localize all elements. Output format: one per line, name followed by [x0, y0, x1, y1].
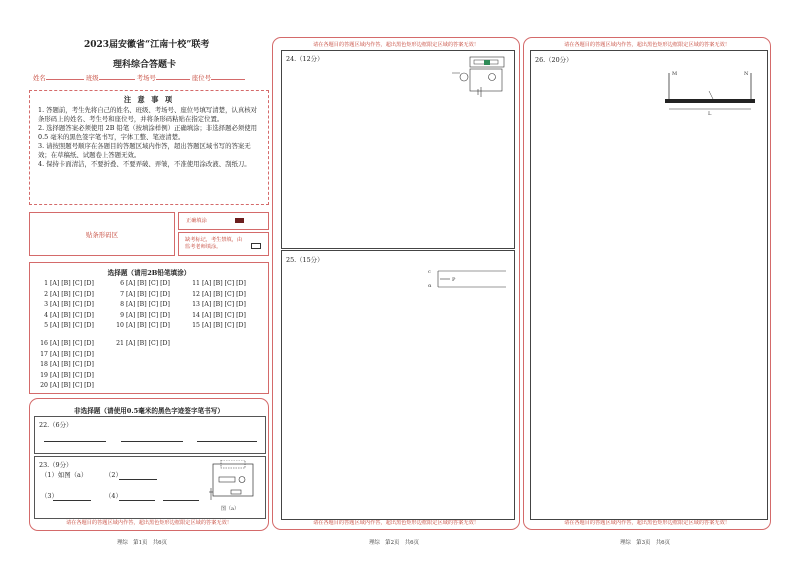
- q23-blank-4b[interactable]: [163, 499, 199, 501]
- q24-box[interactable]: [281, 50, 515, 249]
- sheet-title: 理科综合答题卡: [113, 60, 177, 70]
- seat-label: 座位号: [191, 74, 212, 82]
- q23-part-2: （2）: [105, 471, 122, 479]
- warning-p1: 请在各题目的答题区域内作答，超出黑色矩形边框限定区域的答案无效！: [65, 520, 232, 526]
- footer-page-2: 理综 第2页 共6页: [369, 540, 419, 546]
- room-field[interactable]: [156, 79, 190, 80]
- q25-label-p: P: [452, 277, 456, 283]
- q26-figure: [655, 69, 755, 119]
- q22-blank-1[interactable]: [44, 440, 106, 442]
- q23-blank-4a[interactable]: [119, 499, 155, 501]
- galvanometer-icon: [460, 73, 468, 81]
- switch-icon: [231, 490, 241, 494]
- mc-row[interactable]: 12 [A] [B] [C] [D]: [192, 290, 246, 298]
- meter-icon: [239, 477, 245, 483]
- mc-row[interactable]: 15 [A] [B] [C] [D]: [192, 322, 246, 330]
- mc-row[interactable]: 2 [A] [B] [C] [D]: [44, 290, 94, 298]
- mc-col-4: [38, 339, 94, 392]
- q23-blank-3[interactable]: [53, 499, 91, 501]
- seat-field[interactable]: [211, 79, 245, 80]
- page2-frame: [272, 37, 520, 530]
- notice-item-1: 1. 答题前，考生先将自己的姓名、班级、考场号、座位号填写清楚，认真核对条形码上的姓名、考生号和座位号，并将条形码粘贴在指定位置。: [38, 106, 258, 123]
- notice-title: 注 意 事 项: [123, 95, 175, 104]
- q23-figure-caption: 图（a）: [221, 506, 239, 512]
- warning-p3-bottom: 请在各题目的答题区域内作答，超出黑色矩形边框限定区域的答案无效！: [563, 520, 730, 526]
- mc-row[interactable]: 11 [A] [B] [C] [D]: [192, 280, 246, 287]
- fill-sample-box: [178, 212, 269, 230]
- mc-row[interactable]: 5 [A] [B] [C] [D]: [44, 322, 94, 330]
- mc-row[interactable]: 9 [A] [B] [C] [D]: [120, 311, 170, 319]
- page3-frame: [523, 37, 771, 530]
- mc-row[interactable]: 13 [A] [B] [C] [D]: [192, 301, 246, 309]
- correct-fill-label: 正确填涂: [186, 218, 207, 224]
- q25-label-c: c: [428, 269, 431, 275]
- q26-label-m: M: [672, 71, 678, 77]
- q23-blank-2[interactable]: [119, 478, 157, 480]
- mc-row[interactable]: 14 [A] [B] [C] [D]: [192, 311, 246, 319]
- mc-row[interactable]: 8 [A] [B] [C] [D]: [120, 301, 170, 309]
- absent-mark-text: 缺考标记，考生禁填，由监考老师填涂。: [185, 237, 243, 250]
- rheostat: [219, 477, 235, 482]
- fill-sample-swatch: [235, 218, 244, 223]
- q26-label: 26.（20分）: [535, 56, 573, 64]
- mc-row[interactable]: 6 [A] [B] [C] [D]: [120, 280, 170, 287]
- mc-row[interactable]: 10 [A] [B] [C] [D]: [116, 322, 170, 330]
- q23-label: 23.（9分）: [39, 461, 73, 469]
- q22-box[interactable]: [34, 416, 266, 454]
- mc-col-1: [38, 279, 94, 332]
- name-field[interactable]: [46, 79, 84, 80]
- notice-list: [38, 106, 262, 169]
- footer-page-3: 理综 第3页 共6页: [620, 540, 670, 546]
- notice-box: [29, 90, 269, 205]
- q23-circuit-figure: [207, 460, 261, 514]
- exam-title: 2023届安徽省“江南十校”联考: [84, 40, 210, 50]
- warning-p3-top: 请在各题目的答题区域内作答，超出黑色矩形边框限定区域的答案无效！: [563, 42, 730, 48]
- mc-col-5: [114, 339, 170, 350]
- mc-row[interactable]: 17 [A] [B] [C] [D]: [40, 350, 94, 358]
- rod-icon: [665, 99, 755, 103]
- mc-row[interactable]: 1 [A] [B] [C] [D]: [44, 280, 94, 287]
- name-label: 姓名: [33, 74, 46, 82]
- q25-label-alpha: α: [428, 283, 432, 289]
- mc-col-3: [190, 279, 246, 332]
- notice-item-4: 4. 保持卡面清洁，不要折叠、不要弄破、弄皱，不准使用涂改液、刮纸刀。: [38, 160, 251, 168]
- q26-box[interactable]: [530, 50, 768, 520]
- notice-item-2: 2. 选择题答案必须使用 2B 铅笔（按填涂样例）正确填涂；非选择题必须使用 0.5 毫米的黑色签字笔书写，字体工整、笔迹清楚。: [38, 124, 258, 141]
- q25-box[interactable]: [281, 250, 515, 520]
- q26-label-l: L: [708, 111, 712, 117]
- mc-row[interactable]: 3 [A] [B] [C] [D]: [44, 301, 94, 309]
- barcode-area: [29, 212, 175, 256]
- absent-mark-checkbox[interactable]: [251, 243, 261, 249]
- mc-col-2: [114, 279, 170, 332]
- mc-row[interactable]: 16 [A] [B] [C] [D]: [40, 340, 94, 347]
- nonmc-title: 非选择题（请使用0.5毫米的黑色字迹签字笔书写）: [74, 407, 224, 415]
- q24-loop: [470, 69, 502, 91]
- q22-blank-3[interactable]: [197, 440, 257, 442]
- warning-p2-bottom: 请在各题目的答题区域内作答，超出黑色矩形边框限定区域的答案无效！: [312, 520, 479, 526]
- q23-part-4: （4）: [105, 492, 122, 500]
- mc-row[interactable]: 18 [A] [B] [C] [D]: [40, 361, 94, 369]
- class-label: 班级: [85, 74, 99, 82]
- mc-row[interactable]: 20 [A] [B] [C] [D]: [40, 382, 94, 390]
- footer-page-1: 理综 第1页 共6页: [117, 540, 167, 546]
- q22-label: 22.（6分）: [39, 421, 73, 429]
- q23-box[interactable]: [34, 456, 266, 519]
- warning-p2-top: 请在各题目的答题区域内作答，超出黑色矩形边框限定区域的答案无效！: [312, 42, 479, 48]
- mc-row[interactable]: 7 [A] [B] [C] [D]: [120, 290, 170, 298]
- class-field[interactable]: [99, 79, 135, 80]
- q22-blank-2[interactable]: [121, 440, 183, 442]
- mc-row[interactable]: 19 [A] [B] [C] [D]: [40, 371, 94, 379]
- nonmc-section: [29, 398, 269, 531]
- q24-label: 24.（12分）: [286, 55, 324, 63]
- q23-part-1: （1）如图（a）: [41, 471, 88, 479]
- student-info-row: [33, 73, 245, 82]
- room-label: 考场号: [136, 74, 156, 82]
- notice-item-3: 3. 请按照题号顺序在各题目的答题区域内作答，超出答题区域书写的答案无效；在草稿纸、试题卷上答题无效。: [38, 142, 251, 159]
- q26-label-n: N: [744, 71, 749, 77]
- mc-row[interactable]: 21 [A] [B] [C] [D]: [116, 340, 170, 347]
- ammeter-icon: [489, 74, 496, 81]
- q25-figure: [426, 267, 508, 291]
- green-core: [484, 60, 490, 65]
- mc-section: [29, 262, 269, 394]
- mc-row[interactable]: 4 [A] [B] [C] [D]: [44, 311, 94, 319]
- barcode-label: 贴条形码区: [86, 231, 118, 239]
- q23-part-3: （3）: [41, 492, 58, 500]
- absent-mark-box: [178, 232, 269, 256]
- q24-circuit-figure: [444, 55, 510, 101]
- mc-title: 选择题（请用2B铅笔填涂）: [107, 269, 191, 277]
- q25-label: 25.（15分）: [286, 256, 324, 264]
